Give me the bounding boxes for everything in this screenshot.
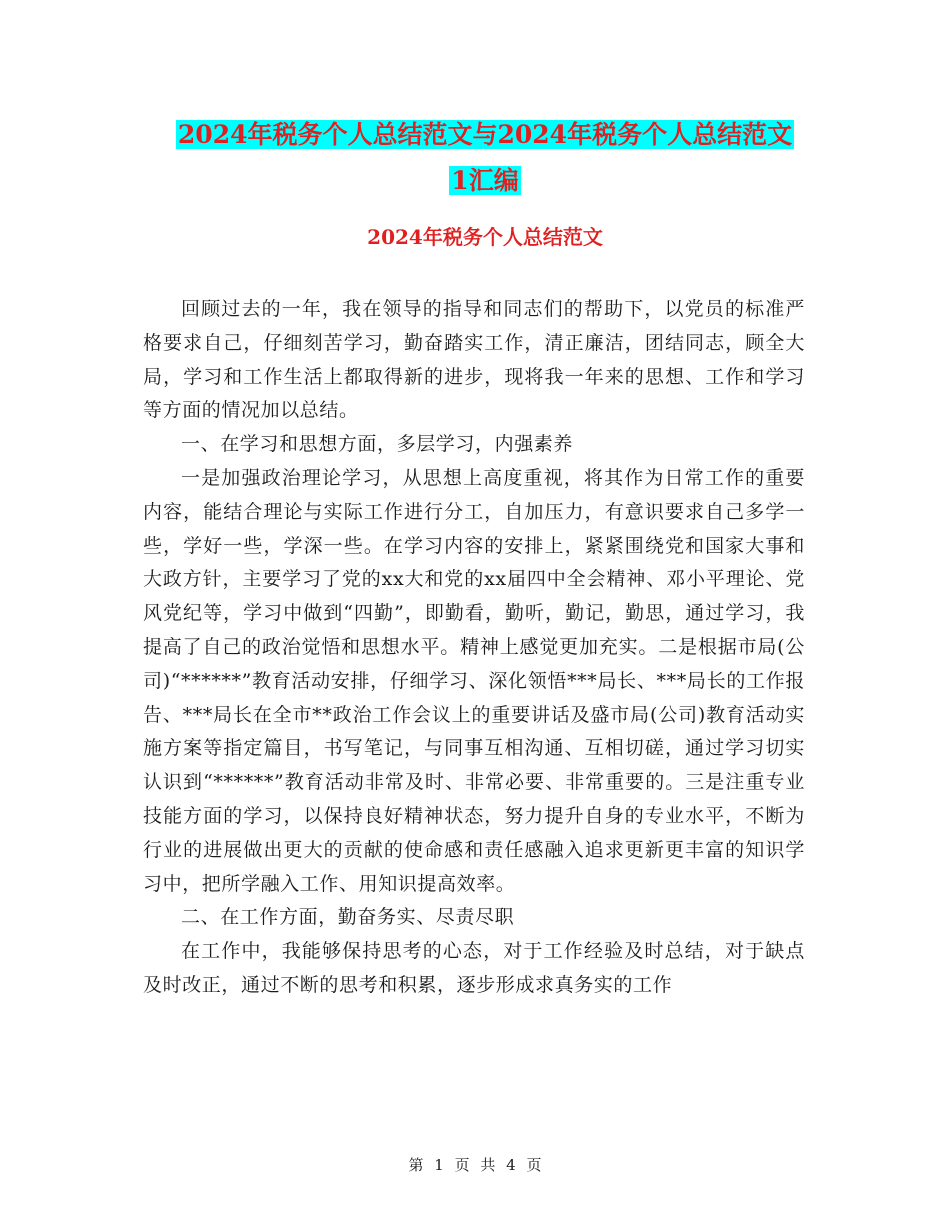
section-heading: 二、在工作方面，勤奋务实、尽责尽职 [181, 906, 515, 929]
paragraph: 回顾过去的一年，我在领导的指导和同志们的帮助下，以党员的标准严格要求自己，仔细刻苦学习，勤奋踏实工作，清正廉洁，团结同志，顾全大局，学习和工作生活上都取得新的进步，现将我一年来的思想、工作和学习等方面的情况加以总结。 [143, 298, 805, 422]
section-title: 2024年税务个人总结范文 [367, 225, 603, 249]
section-heading: 一、在学习和思想方面，多层学习，内强素养 [181, 433, 574, 456]
document-title [140, 112, 830, 204]
page-footer: 第 1 页 共 4 页 [408, 1156, 542, 1174]
title-line-2: 1汇编 [451, 166, 519, 195]
title-line-1: 2024年税务个人总结范文与2024年税务个人总结范文 [177, 120, 793, 149]
document-body [143, 293, 805, 1003]
paragraph: 一是加强政治理论学习，从思想上高度重视，将其作为日常工作的重要内容，能结合理论与实际工作进行分工，自加压力，有意识要求自己多学一些，学好一些，学深一些。在学习内容的安排上，紧紧围绕党和国家大事和大政方针，主要学习了党的xx大和党的xx届四中全会精神、邓小平理论、党风党纪等，学习中做到“四勤”，即勤看，勤听，勤记，勤思，通过学习，我提高了自己的政治觉悟和思想水平。精神上感觉更加充实。二是根据市局(公司)“******”教育活动安排，仔细学习、深化领悟***局长、***局长的工作报告、***局长在全市**政治工作会议上的重要讲话及盛市局(公司)教育活动实施方案等指定篇目，书写笔记，与同事互相沟通、互相切磋，通过学习切实认识到“******”教育活动非常及时、非常必要、非常重要的。三是注重专业技能方面的学习，以保持良好精神状态，努力提升自身的专业水平，不断为行业的进展做出更大的贡献的使命感和责任感融入追求更新更丰富的知识学习中，把所学融入工作、用知识提高效率。 [143, 466, 805, 895]
paragraph: 在工作中，我能够保持思考的心态，对于工作经验及时总结，对于缺点及时改正，通过不断的思考和积累，逐步形成求真务实的工作 [143, 940, 805, 996]
